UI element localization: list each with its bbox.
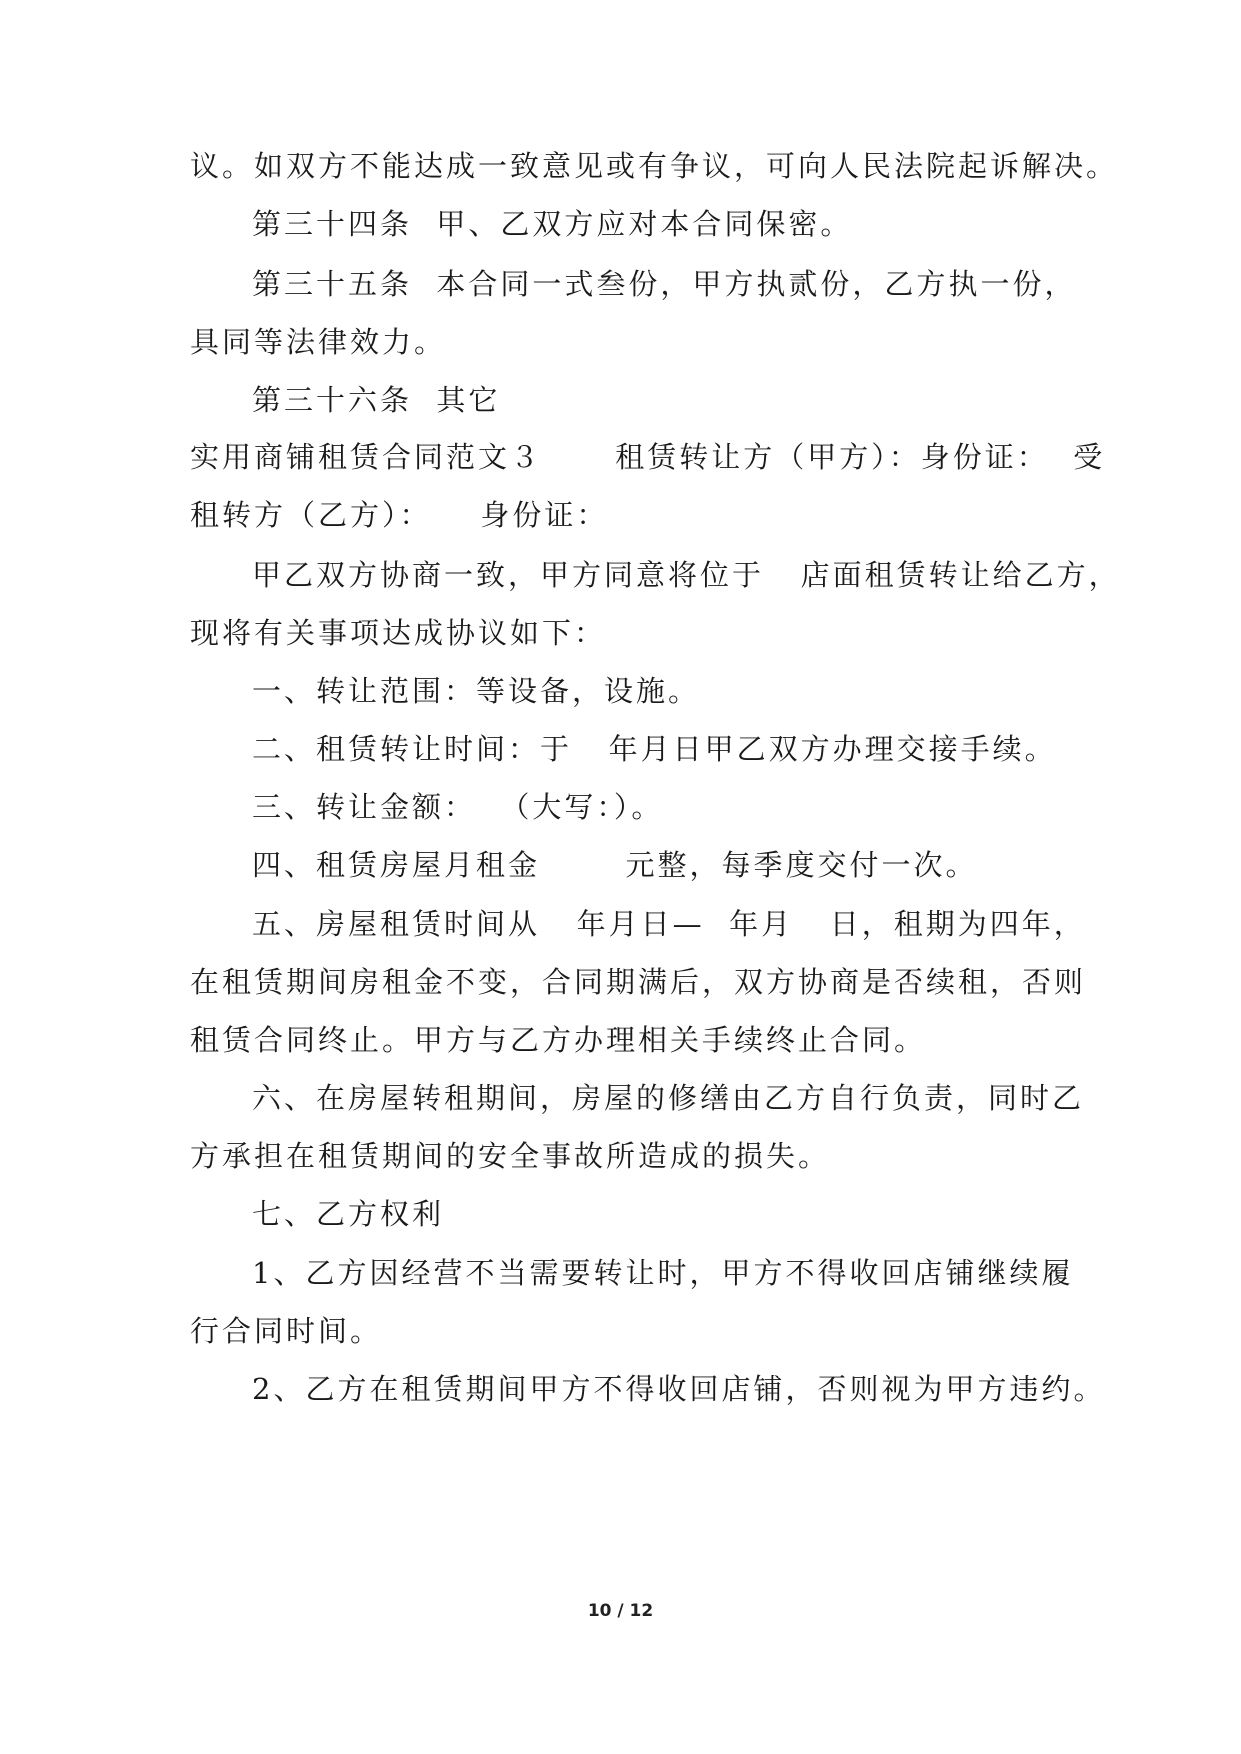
sub-clause-1-line: 1、乙方因经营不当需要转让时，甲方不得收回店铺继续履 bbox=[252, 1256, 1074, 1290]
page-number: 10 / 12 bbox=[587, 1601, 654, 1621]
paragraph-line: 具同等法律效力。 bbox=[190, 325, 447, 359]
paragraph-line: 现将有关事项达成协议如下： bbox=[190, 616, 607, 650]
paragraph-line: 租赁合同终止。甲方与乙方办理相关手续终止合同。 bbox=[190, 1023, 927, 1057]
clause-6-line: 六、在房屋转租期间，房屋的修缮由乙方自行负责，同时乙 bbox=[252, 1081, 1085, 1115]
paragraph-line: 甲乙双方协商一致，甲方同意将位于 店面租赁转让给乙方， bbox=[252, 558, 1121, 592]
paragraph-line: 在租赁期间房租金不变，合同期满后，双方协商是否续租，否则 bbox=[190, 965, 1087, 999]
clause-1-line: 一、转让范围：等设备，设施。 bbox=[252, 674, 701, 708]
paragraph-line: 行合同时间。 bbox=[190, 1314, 383, 1348]
clause-2-line: 二、租赁转让时间：于 年月日甲乙双方办理交接手续。 bbox=[252, 732, 1057, 766]
paragraph-line: 租转方（乙方）： 身份证： bbox=[190, 498, 609, 532]
article-36-line: 第三十六条 其它 bbox=[252, 383, 501, 417]
article-35-line: 第三十五条 本合同一式叁份，甲方执贰份，乙方执一份， bbox=[252, 267, 1077, 301]
paragraph-line: 方承担在租赁期间的安全事故所造成的损失。 bbox=[190, 1139, 831, 1173]
article-34-line: 第三十四条 甲、乙双方应对本合同保密。 bbox=[252, 207, 853, 241]
paragraph-line: 议。如双方不能达成一致意见或有争议，可向人民法院起诉解决。 bbox=[190, 149, 1119, 183]
clause-4-line: 四、租赁房屋月租金 元整，每季度交付一次。 bbox=[252, 848, 978, 882]
sub-clause-2-line: 2、乙方在租赁期间甲方不得收回店铺，否则视为甲方违约。 bbox=[252, 1372, 1106, 1406]
clause-7-line: 七、乙方权利 bbox=[252, 1197, 445, 1231]
clause-3-line: 三、转让金额： （大写：）。 bbox=[252, 790, 664, 824]
clause-5-line: 五、房屋租赁时间从 年月日— 年月 日，租期为四年， bbox=[252, 907, 1086, 941]
section-heading-line: 实用商铺租赁合同范文３ 租赁转让方（甲方）：身份证： 受 bbox=[190, 440, 1106, 474]
